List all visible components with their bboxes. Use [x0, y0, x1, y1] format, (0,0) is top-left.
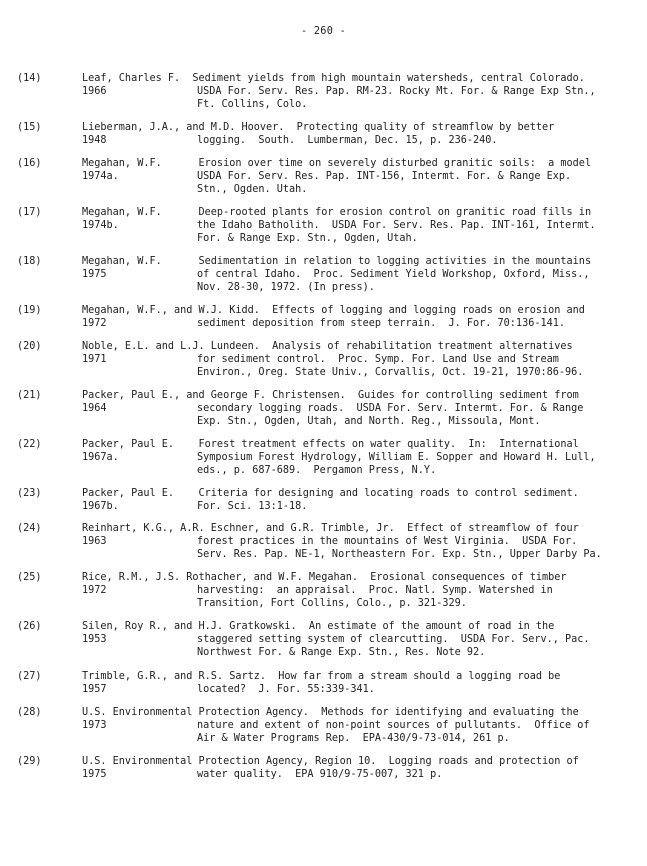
reference-continuation-line: USDA For. Serv. Res. Pap. RM-23. Rocky Mt. For. & Range Exp Stn.,: [197, 86, 596, 97]
reference-continuation-line: staggered setting system of clearcutting. USDA For. Serv., Pac.: [197, 634, 590, 645]
reference-continuation-line: secondary logging roads. USDA For. Serv. Intermt. For. & Range: [197, 403, 584, 414]
reference-number: (19): [17, 305, 42, 316]
reference-continuation-line: nature and extent of non-point sources of pullutants. Office of: [197, 720, 590, 731]
reference-first-line: Lieberman, J.A., and M.D. Hoover. Protecting quality of streamflow by better: [82, 122, 555, 133]
reference-year: 1971: [82, 354, 107, 365]
reference-first-line: Megahan, W.F., and W.J. Kidd. Effects of logging and logging roads on erosion and: [82, 305, 585, 316]
reference-continuation-line: eds., p. 687-689. Pergamon Press, N.Y.: [197, 465, 437, 476]
reference-first-line: Megahan, W.F. Erosion over time on severely disturbed granitic soils: a model: [82, 158, 592, 169]
reference-continuation-line: Nov. 28-30, 1972. (In press).: [197, 282, 375, 293]
reference-continuation-line: For. & Range Exp. Stn., Ogden, Utah.: [197, 233, 418, 244]
reference-year: 1974a.: [82, 171, 119, 182]
reference-number: (28): [17, 707, 42, 718]
reference-first-line: Packer, Paul E. Criteria for designing and locating roads to control sediment.: [82, 488, 579, 499]
reference-year: 1963: [82, 536, 107, 547]
reference-continuation-line: of central Idaho. Proc. Sediment Yield Workshop, Oxford, Miss.,: [197, 269, 590, 280]
reference-continuation-line: harvesting: an appraisal. Proc. Natl. Symp. Watershed in: [197, 585, 553, 596]
reference-year: 1974b.: [82, 220, 119, 231]
reference-continuation-line: Serv. Res. Pap. NE-1, Northeastern For. Exp. Stn., Upper Darby Pa.: [197, 549, 602, 560]
reference-year: 1964: [82, 403, 107, 414]
reference-number: (27): [17, 671, 42, 682]
reference-first-line: Rice, R.M., J.S. Rothacher, and W.F. Megahan. Erosional consequences of timber: [82, 572, 567, 583]
reference-number: (25): [17, 572, 42, 583]
reference-continuation-line: For. Sci. 13:1-18.: [197, 501, 308, 512]
reference-year: 1975: [82, 769, 107, 780]
reference-number: (20): [17, 341, 42, 352]
reference-year: 1966: [82, 86, 107, 97]
reference-first-line: Reinhart, K.G., A.R. Eschner, and G.R. Trimble, Jr. Effect of streamflow of four: [82, 523, 579, 534]
reference-year: 1973: [82, 720, 107, 731]
reference-year: 1953: [82, 634, 107, 645]
reference-first-line: Packer, Paul E., and George F. Christensen. Guides for controlling sediment from: [82, 390, 579, 401]
reference-continuation-line: located? J. For. 55:339-341.: [197, 684, 375, 695]
reference-number: (23): [17, 488, 42, 499]
reference-year: 1972: [82, 585, 107, 596]
reference-number: (24): [17, 523, 42, 534]
reference-year: 1948: [82, 135, 107, 146]
reference-year: 1967b.: [82, 501, 119, 512]
reference-continuation-line: Exp. Stn., Ogden, Utah, and North. Reg., Missoula, Mont.: [197, 416, 541, 427]
reference-first-line: Trimble, G.R., and R.S. Sartz. How far from a stream should a logging road be: [82, 671, 561, 682]
reference-continuation-line: water quality. EPA 910/9-75-007, 321 p.: [197, 769, 443, 780]
reference-number: (29): [17, 756, 42, 767]
reference-number: (26): [17, 621, 42, 632]
reference-continuation-line: Environ., Oreg. State Univ., Corvallis, Oct. 19-21, 1970:86-96.: [197, 367, 584, 378]
reference-continuation-line: Air & Water Programs Rep. EPA-430/9-73-014, 261 p.: [197, 733, 510, 744]
page-number: - 260 -: [300, 26, 347, 37]
reference-first-line: Megahan, W.F. Deep-rooted plants for erosion control on granitic road fills in: [82, 207, 592, 218]
reference-continuation-line: Transition, Fort Collins, Colo., p. 321-329.: [197, 598, 467, 609]
reference-first-line: U.S. Environmental Protection Agency, Region 10. Logging roads and protection of: [82, 756, 579, 767]
reference-continuation-line: Northwest For. & Range Exp. Stn., Res. Note 92.: [197, 647, 486, 658]
reference-continuation-line: USDA For. Serv. Res. Pap. INT-156, Intermt. For. & Range Exp.: [197, 171, 572, 182]
reference-continuation-line: Symposium Forest Hydrology, William E. Sopper and Howard H. Lull,: [197, 452, 596, 463]
reference-number: (21): [17, 390, 42, 401]
reference-year: 1967a.: [82, 452, 119, 463]
reference-year: 1975: [82, 269, 107, 280]
reference-number: (14): [17, 73, 42, 84]
reference-continuation-line: for sediment control. Proc. Symp. For. Land Use and Stream: [197, 354, 559, 365]
reference-year: 1972: [82, 318, 107, 329]
reference-first-line: U.S. Environmental Protection Agency. Methods for identifying and evaluating the: [82, 707, 579, 718]
reference-first-line: Silen, Roy R., and H.J. Gratkowski. An estimate of the amount of road in the: [82, 621, 555, 632]
reference-continuation-line: Ft. Collins, Colo.: [197, 99, 308, 110]
reference-number: (16): [17, 158, 42, 169]
reference-first-line: Leaf, Charles F. Sediment yields from high mountain watersheds, central Colorado.: [82, 73, 585, 84]
reference-year: 1957: [82, 684, 107, 695]
reference-number: (17): [17, 207, 42, 218]
reference-number: (22): [17, 439, 42, 450]
reference-number: (15): [17, 122, 42, 133]
reference-continuation-line: Stn., Ogden. Utah.: [197, 184, 308, 195]
reference-continuation-line: logging. South. Lumberman, Dec. 15, p. 236-240.: [197, 135, 498, 146]
reference-first-line: Packer, Paul E. Forest treatment effects on water quality. In: International: [82, 439, 579, 450]
reference-first-line: Megahan, W.F. Sedimentation in relation to logging activities in the mountains: [82, 256, 592, 267]
reference-continuation-line: sediment deposition from steep terrain. J. For. 70:136-141.: [197, 318, 566, 329]
reference-continuation-line: the Idaho Batholith. USDA For. Serv. Res. Pap. INT-161, Intermt.: [197, 220, 596, 231]
reference-first-line: Noble, E.L. and L.J. Lundeen. Analysis of rehabilitation treatment alternatives: [82, 341, 573, 352]
reference-continuation-line: forest practices in the mountains of West Virginia. USDA For.: [197, 536, 578, 547]
reference-number: (18): [17, 256, 42, 267]
